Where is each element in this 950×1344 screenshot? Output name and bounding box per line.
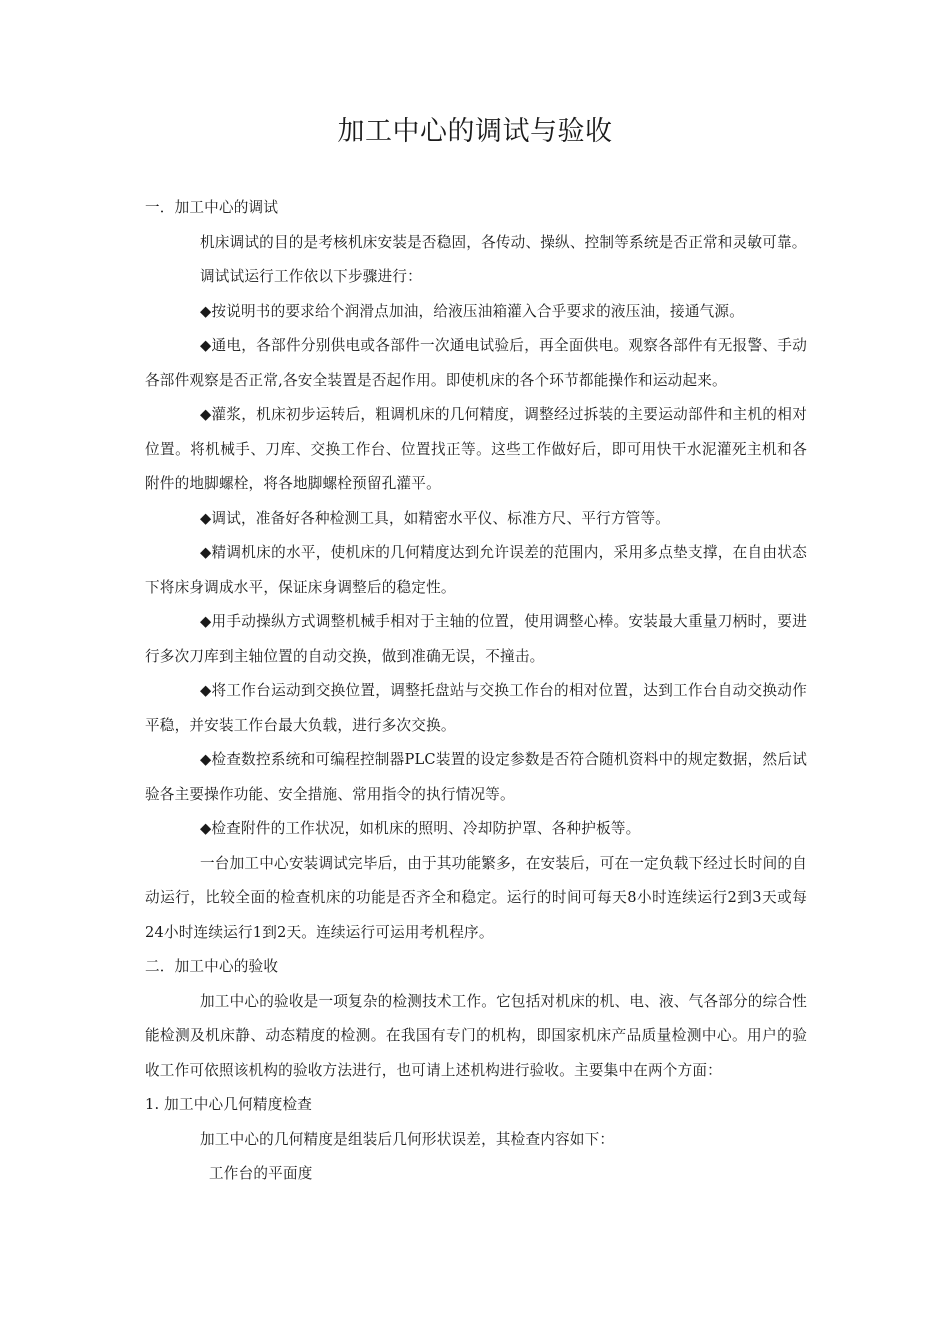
paragraph: 机床调试的目的是考核机床安装是否稳固，各传动、操纵、控制等系统是否正常和灵敏可靠。 bbox=[200, 233, 807, 251]
paragraph: ◆精调机床的水平，使机床的几何精度达到允许误差的范围内，采用多点垫支撑，在自由状态下将床身调成水平，保证床身调整后的稳定性。 bbox=[145, 544, 807, 596]
paragraph: ◆检查附件的工作状况，如机床的照明、冷却防护罩、各种护板等。 bbox=[200, 820, 641, 837]
paragraph: 加工中心的几何精度是组装后几何形状误差，其检查内容如下： bbox=[200, 1130, 615, 1148]
document-body bbox=[145, 191, 807, 1192]
paragraph: 加工中心的验收是一项复杂的检测技术工作。它包括对机床的机、电、液、气各部分的综合性能检测及机床静、动态精度的检测。在我国有专门的机构，即国家机床产品质量检测中心。用户的验收工作可依照该机构的验收方法进行，也可请上述机构进行验收。主要集中在两个方面： bbox=[145, 992, 807, 1079]
paragraph: ◆调试，准备好各种检测工具，如精密水平仪、标准方尺、平行方管等。 bbox=[200, 509, 671, 527]
paragraph: ◆灌浆，机床初步运转后，粗调机床的几何精度，调整经过拆装的主要运动部件和主机的相对位置。将机械手、刀库、交换工作台、位置找正等。这些工作做好后，即可用快干水泥灌死主机和各附件的地脚螺栓，将各地脚螺栓预留孔灌平。 bbox=[145, 406, 807, 492]
paragraph: ◆通电，各部件分别供电或各部件一次通电试验后，再全面供电。观察各部件有无报警、手动各部件观察是否正常,各安全装置是否起作用。即使机床的各个环节都能操作和运动起来。 bbox=[145, 337, 807, 389]
section-heading: 一．加工中心的调试 bbox=[145, 199, 279, 216]
document-title: 加工中心的调试与验收 bbox=[337, 116, 613, 147]
paragraph: 调试试运行工作依以下步骤进行： bbox=[200, 268, 422, 285]
list-item: 工作台的平面度 bbox=[209, 1165, 313, 1182]
paragraph: 一台加工中心安装调试完毕后，由于其功能繁多，在安装后，可在一定负载下经过长时间的自动运行，比较全面的检查机床的功能是否齐全和稳定。运行的时间可每天8小时连续运行2到3天或每24小时连续运行1到2天。连续运行可运用考机程序。 bbox=[145, 854, 807, 941]
paragraph: ◆检查数控系统和可编程控制器PLC装置的设定参数是否符合随机资料中的规定数据，然后试验各主要操作功能、安全措施、常用指令的执行情况等。 bbox=[145, 751, 807, 803]
section-heading: 1. 加工中心几何精度检查 bbox=[145, 1096, 313, 1113]
paragraph: ◆用手动操纵方式调整机械手相对于主轴的位置，使用调整心棒。安装最大重量刀柄时，要进行多次刀库到主轴位置的自动交换，做到准确无误，不撞击。 bbox=[145, 613, 807, 665]
section-heading: 二．加工中心的验收 bbox=[145, 958, 279, 975]
paragraph: ◆将工作台运动到交换位置，调整托盘站与交换工作台的相对位置，达到工作台自动交换动作平稳，并安装工作台最大负载，进行多次交换。 bbox=[145, 682, 807, 734]
paragraph: ◆按说明书的要求给个润滑点加油，给液压油箱灌入合乎要求的液压油，接通气源。 bbox=[200, 302, 745, 320]
